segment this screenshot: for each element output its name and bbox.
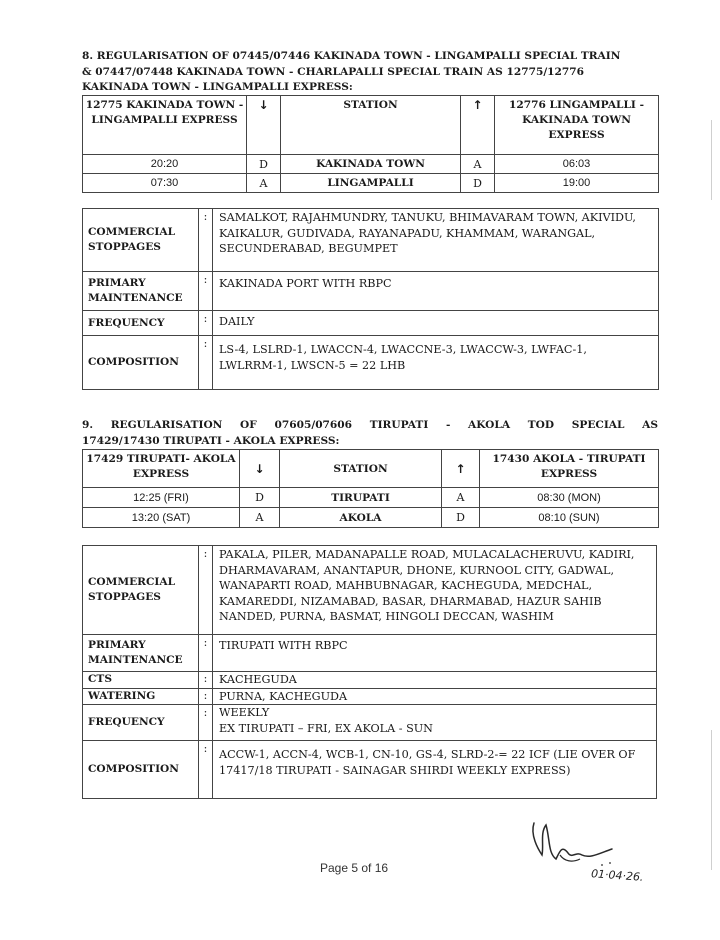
direction-cell: A: [442, 488, 480, 508]
table-row: [83, 174, 659, 193]
time-cell: 07:30: [83, 174, 247, 193]
section-8-heading: [82, 49, 658, 96]
time-cell: 06:03: [495, 155, 659, 174]
section-8-details: [82, 208, 659, 390]
signature-icon: [520, 815, 630, 875]
station-cell: KAKINADA TOWN: [281, 155, 461, 174]
time-cell: 19:00: [495, 174, 659, 193]
header-down-train: 17429 TIRUPATI- AKOLA EXPRESS: [83, 450, 240, 488]
direction-cell: D: [240, 488, 280, 508]
page-number: Page 5 of 16: [320, 861, 389, 875]
header-station: STATION: [281, 96, 461, 155]
time-cell: 12:25 (FRI): [83, 488, 240, 508]
detail-colon: :: [199, 635, 213, 672]
time-cell: 08:30 (MON): [480, 488, 659, 508]
detail-row: [83, 688, 657, 705]
heading-line: 9. REGULARISATION OF 07605/07606 TIRUPATI - AKOLA TOD SPECIAL AS: [82, 419, 658, 431]
time-cell: 13:20 (SAT): [83, 508, 240, 528]
detail-row: [83, 672, 657, 689]
signature-date: 01·04·26.: [590, 867, 644, 884]
detail-colon: :: [199, 741, 213, 799]
heading-line: KAKINADA TOWN - LINGAMPALLI EXPRESS:: [82, 81, 353, 93]
detail-value: DAILY: [213, 311, 659, 336]
detail-label: CTS: [83, 672, 199, 689]
time-cell: 08:10 (SUN): [480, 508, 659, 528]
header-down-arrow-icon: ↓: [240, 450, 280, 488]
detail-row: [83, 311, 659, 336]
direction-cell: A: [461, 155, 495, 174]
heading-line: & 07447/07448 KAKINADA TOWN - CHARLAPALLI SPECIAL TRAIN AS 12775/12776: [82, 65, 585, 78]
detail-colon: :: [199, 705, 213, 741]
header-up-arrow-icon: ↑: [461, 96, 495, 155]
detail-label: COMPOSITION: [83, 336, 199, 390]
detail-value: SAMALKOT, RAJAHMUNDRY, TANUKU, BHIMAVARAM TOWN, AKIVIDU, KAIKALUR, GUDIVADA, RAYANAPADU, KHAMMAM, WARANGAL, SECUNDERABAD, BEGUMPET: [213, 209, 659, 272]
heading-line: 8. REGULARISATION OF 07445/07446 KAKINADA TOWN - LINGAMPALLI SPECIAL TRAIN: [82, 50, 621, 62]
detail-colon: :: [199, 209, 213, 272]
table-row: [83, 155, 659, 174]
detail-value: PAKALA, PILER, MADANAPALLE ROAD, MULACALACHERUVU, KADIRI, DHARMAVARAM, ANANTAPUR, DHONE, KURNOOL CITY, GADWAL, WANAPARTI ROAD, MAHBUBNAGAR, KACHEGUDA, MEDCHAL, KAMAREDDI, NIZAMABAD, BASAR, DHARMABAD, HAZUR SAHIB NANDED, PURNA, BASMAT, HINGOLI DECCAN, WASHIM: [213, 546, 657, 635]
table-row: [83, 488, 659, 508]
detail-colon: :: [199, 336, 213, 390]
detail-colon: :: [199, 272, 213, 311]
station-cell: AKOLA: [280, 508, 442, 528]
detail-label: PRIMARY MAINTENANCE: [83, 635, 199, 672]
detail-label: COMMERCIAL STOPPAGES: [83, 546, 199, 635]
detail-value: LS-4, LSLRD-1, LWACCN-4, LWACCNE-3, LWACCW-3, LWFAC-1, LWLRRM-1, LWSCN-5 = 22 LHB: [213, 336, 659, 390]
direction-cell: D: [247, 155, 281, 174]
detail-row: [83, 272, 659, 311]
detail-label: FREQUENCY: [83, 311, 199, 336]
detail-colon: :: [199, 546, 213, 635]
header-up-arrow-icon: ↑: [442, 450, 480, 488]
detail-value: KACHEGUDA: [213, 672, 657, 689]
detail-value: KAKINADA PORT WITH RBPC: [213, 272, 659, 311]
direction-cell: A: [240, 508, 280, 528]
detail-colon: :: [199, 672, 213, 689]
section-9-heading: [82, 418, 658, 449]
scan-edge-mark: [711, 730, 712, 870]
detail-row: [83, 546, 657, 635]
table-row: [83, 508, 659, 528]
detail-label: PRIMARY MAINTENANCE: [83, 272, 199, 311]
header-down-arrow-icon: ↓: [247, 96, 281, 155]
station-cell: TIRUPATI: [280, 488, 442, 508]
detail-row: [83, 635, 657, 672]
detail-label: COMMERCIAL STOPPAGES: [83, 209, 199, 272]
header-down-train: 12775 KAKINADA TOWN - LINGAMPALLI EXPRESS: [83, 96, 247, 155]
detail-row: [83, 741, 657, 799]
section-8-timetable: [82, 95, 659, 193]
detail-colon: :: [199, 311, 213, 336]
header-up-train: 12776 LINGAMPALLI - KAKINADA TOWN EXPRESS: [495, 96, 659, 155]
detail-value: ACCW-1, ACCN-4, WCB-1, CN-10, GS-4, SLRD-2-= 22 ICF (LIE OVER OF 17417/18 TIRUPATI - SAINAGAR SHIRDI WEEKLY EXPRESS): [213, 741, 657, 799]
detail-label: WATERING: [83, 688, 199, 705]
detail-colon: :: [199, 688, 213, 705]
direction-cell: D: [442, 508, 480, 528]
detail-value: WEEKLY EX TIRUPATI – FRI, EX AKOLA - SUN: [213, 705, 657, 741]
header-up-train: 17430 AKOLA - TIRUPATI EXPRESS: [480, 450, 659, 488]
station-cell: LINGAMPALLI: [281, 174, 461, 193]
detail-row: [83, 705, 657, 741]
scan-edge-mark: [711, 120, 712, 200]
time-cell: 20:20: [83, 155, 247, 174]
header-station: STATION: [280, 450, 442, 488]
detail-label: FREQUENCY: [83, 705, 199, 741]
detail-value: PURNA, KACHEGUDA: [213, 688, 657, 705]
detail-row: [83, 336, 659, 390]
direction-cell: A: [247, 174, 281, 193]
detail-row: [83, 209, 659, 272]
section-9-details: [82, 545, 657, 799]
heading-line: 17429/17430 TIRUPATI - AKOLA EXPRESS:: [82, 434, 340, 447]
direction-cell: D: [461, 174, 495, 193]
detail-label: COMPOSITION: [83, 741, 199, 799]
detail-value: TIRUPATI WITH RBPC: [213, 635, 657, 672]
section-9-timetable: [82, 449, 659, 528]
